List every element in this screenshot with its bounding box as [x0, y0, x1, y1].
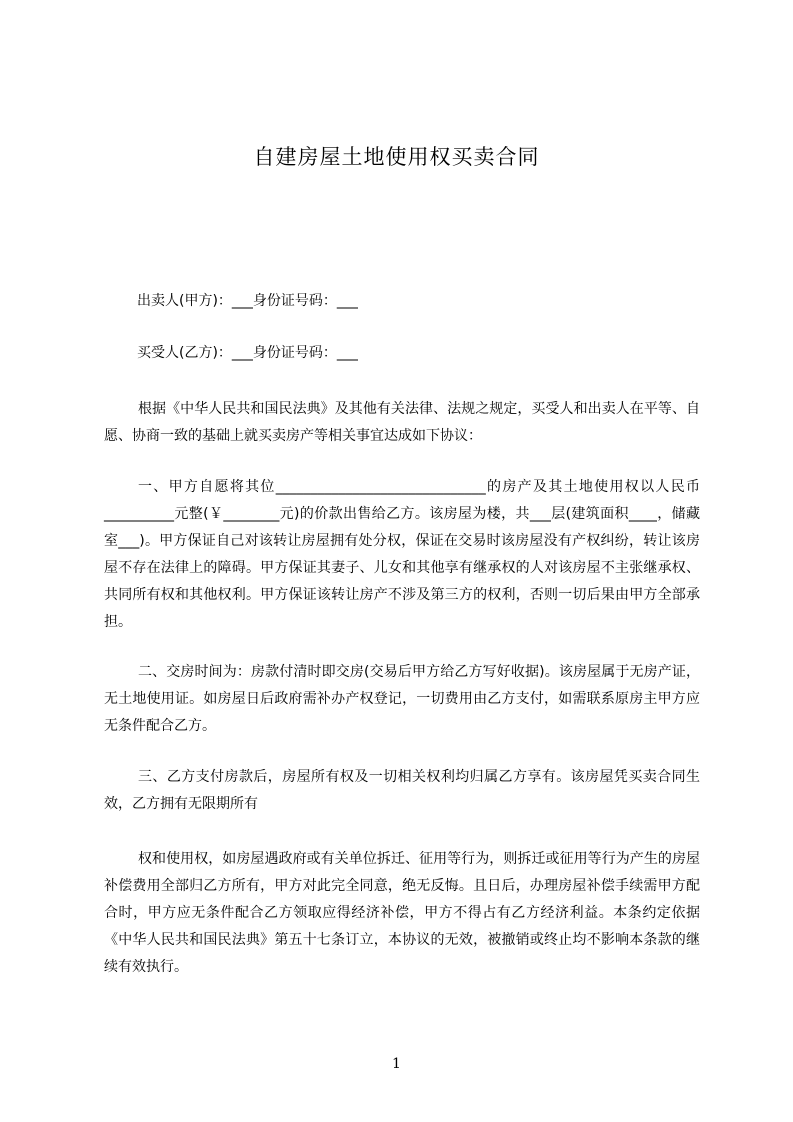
document-title: 自建房屋土地使用权买卖合同: [253, 145, 540, 169]
clause-2-paragraph: 二、交房时间为：房款付清时即交房(交易后甲方给乙方写好收据)。该房屋属于无房产证，无土地使用证。如房屋日后政府需补办产权登记，一切费用由乙方支付，如需联系原房主甲方应无条件配合乙方。: [104, 664, 700, 734]
buyer-line: 买受人(乙方)：___身份证号码：___: [137, 345, 358, 361]
seller-line: 出卖人(甲方)：___身份证号码：___: [137, 293, 358, 309]
page-number: 1: [392, 1056, 401, 1072]
intro-paragraph: 根据《中华人民共和国民法典》及其他有关法律、法规之规定，买受人和出卖人在平等、自愿、协商一致的基础上就买卖房产等相关事宜达成如下协议：: [104, 401, 700, 444]
clause-3-continuation-paragraph: 权和使用权，如房屋遇政府或有关单位拆迁、征用等行为，则拆迁或征用等行为产生的房屋补偿费用全部归乙方所有，甲方对此完全同意，绝无反悔。且日后，办理房屋补偿手续需甲方配合时，甲方应无条件配合乙方领取应得经济补偿，甲方不得占有乙方经济利益。本条约定依据《中华人民共和国民法典》第五十七条订立，本协议的无效，被撤销或终止均不影响本条款的继续有效执行。: [104, 851, 700, 975]
clause-3-paragraph: 三、乙方支付房款后，房屋所有权及一切相关权利均归属乙方享有。该房屋凭买卖合同生效，乙方拥有无限期所有: [104, 769, 700, 812]
clause-1-paragraph: 一、甲方自愿将其位______________________________的房产及其土地使用权以人民币__________元整(￥________元)的价款出售给乙方。该房屋为楼，共___层(建筑面积____，储藏室___)。甲方保证自己对该转让房屋拥有处分权，保证在交易时该房屋没有产权纠纷，转让该房屋不存在法律上的障碍。甲方保证其妻子、儿女和其他享有继承权的人对该房屋不主张继承权、共同所有权和其他权利。甲方保证该转让房产不涉及第三方的权利，否则一切后果由甲方全部承担。: [104, 479, 700, 630]
